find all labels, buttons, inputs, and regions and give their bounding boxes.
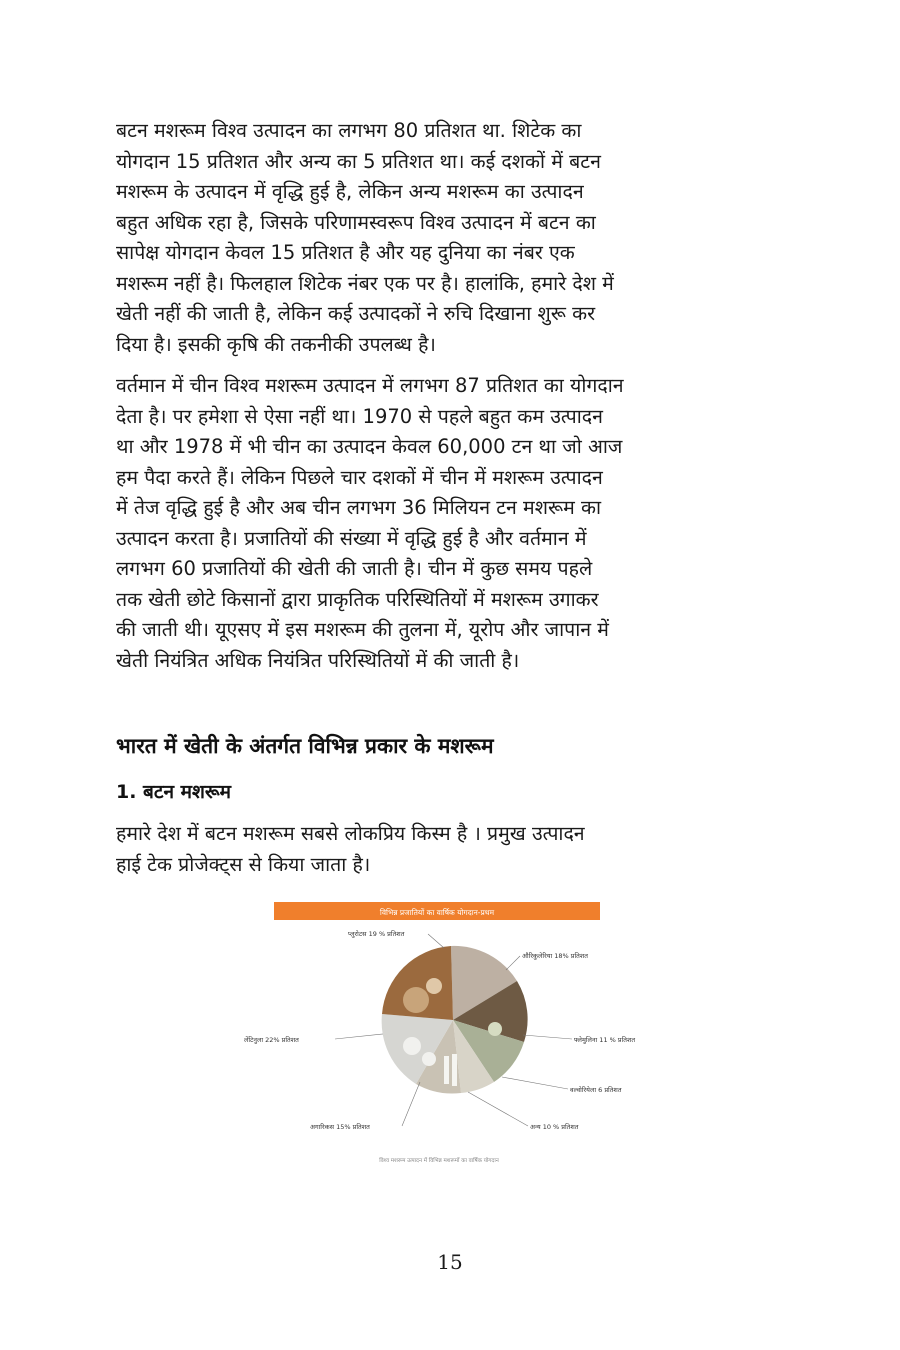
mushroom-cap-decor [488, 1022, 502, 1036]
leader-line [502, 1077, 568, 1089]
paragraph-1: बटन मशरूम विश्व उत्पादन का लगभग 80 प्रतिशत था. शिटेक का योगदान 15 प्रतिशत और अन्य का 5 प्रतिशत था। कई दशकों में बटन मशरूम के उत्पादन में वृद्धि हुई है, लेकिन अन्य मशरूम का उत्पादन बहुत अधिक रहा है, जिसके परिणामस्वरूप विश्व उत्पादन में बटन का सापेक्ष योगदान केवल 15 प्रतिशत है और यह दुनिया का नंबर एक मशरूम नहीं है। फिलहाल शिटेक नंबर एक पर है। हालांकि, हमारे देश में खेती नहीं की जाती है, लेकिन कई उत्पादकों ने रुचि दिखाना शुरू कर दिया है। इसकी कृषि की तकनीकी उपलब्ध है। [116, 119, 614, 356]
label-auricularia: औरिकुलेरिया 18% प्रतिशत [522, 952, 588, 960]
leader-line [402, 1082, 420, 1126]
mushroom-cap-decor [403, 1037, 421, 1055]
figure-banner-title: विभिन्न प्रजातियों का वार्षिक योगदान-प्रथम [379, 908, 495, 917]
mushroom-pie-figure [232, 896, 672, 1171]
label-agaricus: अगारिकस 15% प्रतिशत [310, 1123, 370, 1131]
leader-line [335, 1034, 383, 1039]
figure-caption: विश्व मशरूम उत्पादन में विभिन्न मशरूमों का वार्षिक योगदान [379, 1158, 499, 1164]
page-number: 15 [437, 1250, 463, 1274]
leader-line [506, 956, 520, 970]
label-pleurotus: प्लुरोटस 19 % प्रतिशत [348, 930, 405, 938]
label-volvariella: वल्वोरियेला 6 प्रतिशत [570, 1086, 622, 1094]
section-heading: भारत में खेती के अंतर्गत विभिन्न प्रकार के मशरूम [116, 734, 494, 758]
subheading-button-mushroom: 1. बटन मशरूम [116, 781, 232, 803]
mushroom-stem-decor [444, 1056, 449, 1084]
paragraph-3: हमारे देश में बटन मशरूम सबसे लोकप्रिय किस्म है । प्रमुख उत्पादन हाई टेक प्रोजेक्ट्स से किया जाता है। [116, 822, 585, 876]
paragraph-2: वर्तमान में चीन विश्व मशरूम उत्पादन में लगभग 87 प्रतिशत का योगदान देता है। पर हमेशा से ऐसा नहीं था। 1970 से पहले बहुत कम उत्पादन था और 1978 में भी चीन का उत्पादन केवल 60,000 टन था जो आज हम पैदा करते हैं। लेकिन पिछले चार दशकों में चीन में मशरूम उत्पादन में तेज वृद्धि हुई है और अब चीन लगभग 36 मिलियन टन मशरूम का उत्पादन करता है। प्रजातियों की संख्या में वृद्धि हुई है और वर्तमान में लगभग 60 प्रजातियों की खेती की जाती है। चीन में कुछ समय पहले तक खेती छोटे किसानों द्वारा प्राकृतिक परिस्थितियों में मशरूम उगाकर की जाती थी। यूएसए में इस मशरूम की तुलना में, यूरोप और जापान में खेती नियंत्रित अधिक नियंत्रित परिस्थितियों में की जाती है। [116, 374, 624, 672]
leader-line [468, 1092, 528, 1126]
label-others: अन्य 10 % प्रतिशत [530, 1123, 579, 1131]
pie-photo [382, 946, 528, 1094]
leader-line [428, 934, 444, 948]
label-lentinula: लेंटिनुला 22% प्रतिशत [244, 1036, 299, 1044]
mushroom-cap-decor [422, 1052, 436, 1066]
mushroom-stem-decor [452, 1054, 457, 1086]
label-flammulina: फ्लेमुलिना 11 % प्रतिशत [574, 1036, 636, 1044]
mushroom-cap-decor [403, 987, 429, 1013]
mushroom-cap-decor [426, 978, 442, 994]
leader-line [523, 1035, 572, 1039]
